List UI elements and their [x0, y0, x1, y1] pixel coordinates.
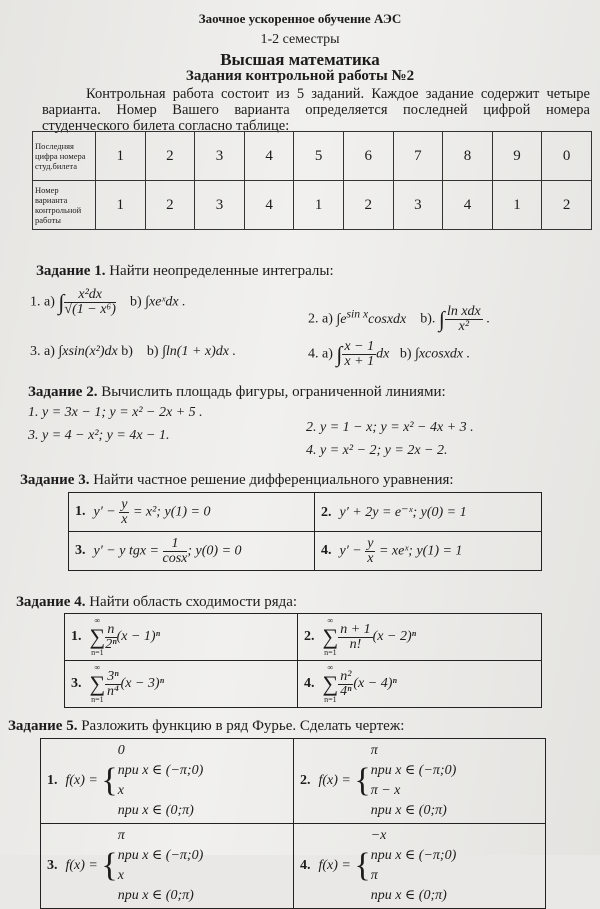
variant-cell: 4 — [244, 132, 294, 181]
task4-item2: 2. ∞ ∑ n=1 $\frac{n + 1}{n!}$ (x − 2)ⁿ — [298, 614, 542, 661]
variant-cell: 1 — [96, 132, 146, 181]
variant-cell: 5 — [294, 132, 344, 181]
task3-table — [68, 492, 542, 571]
task2-item2: 2. y = 1 − x; y = x² − 4x + 3 . — [306, 420, 474, 435]
task3-item3: 3. y′ − y tgx = $\frac{1}{\cos x}$ ; y(0) = 0 — [69, 532, 315, 571]
variant-cell: 8 — [443, 132, 493, 181]
task3-item2: 2. y′ + 2y = e⁻ˣ; y(0) = 1 — [315, 493, 542, 532]
task2-item4: 4. y = x² − 2; y = 2x − 2. — [306, 443, 448, 458]
variant-cell: 9 — [492, 132, 542, 181]
task5-table — [40, 738, 546, 909]
header-semesters: 1-2 семестры — [260, 32, 340, 47]
variant-cell: 0 — [542, 132, 592, 181]
variant-cell: 6 — [343, 132, 393, 181]
task1-item4: 4. a) ∫ $\frac{x - 1}{x + 1}$ dx b) ∫xcosxdx . — [308, 339, 471, 369]
variant-cell: 7 — [393, 132, 443, 181]
variant-cell: 3 — [393, 181, 443, 230]
task2-heading: Задание 2. Вычислить площадь фигуры, ограниченной линиями: — [28, 384, 446, 400]
task2-item3: 3. y = 4 − x²; y = 4x − 1. — [28, 428, 170, 443]
task4-table — [64, 613, 542, 708]
variant-cell: 1 — [96, 181, 146, 230]
task4-item4: 4. ∞ ∑ n=1 $\frac{\text{n²}}{\text{4ⁿ}}$ (x − 4)ⁿ — [298, 661, 542, 708]
task4-heading: Задание 4. Найти область сходимости ряда: — [16, 594, 298, 610]
task5-item4: 4. f(x) = { −x при x ∈ (−π;0) π при x ∈ (0;π) — [294, 824, 546, 909]
task1-item2: 2. a) $\int e^{sin x}cosxdx$ b). ∫ $\frac{\text{ln xdx}}{\text{x²}}$ . — [308, 304, 490, 334]
variant-table-row2-label: Номер варианта контрольной работы — [33, 181, 96, 230]
variant-cell: 4 — [244, 181, 294, 230]
task3-item1: 1. y′ − $\frac{y}{x}$ = x²; y(1) = 0 — [69, 493, 315, 532]
variant-cell: 1 — [492, 181, 542, 230]
variant-cell: 2 — [343, 181, 393, 230]
variant-table-row1-label: Последняя цифра номера студ.билета — [33, 132, 96, 181]
variant-cell: 2 — [542, 181, 592, 230]
variant-cell: 2 — [145, 132, 195, 181]
task3-heading: Задание 3. Найти частное решение дифференциального уравнения: — [20, 472, 454, 488]
intro-paragraph: Контрольная работа состоит из 5 заданий. Каждое задание содержит четыре варианта. Номер Вашего варианта определяется последней цифрой номера студенческого билета согласно таблице: — [42, 86, 590, 134]
task1-item3: 3. a) ∫xsin(x²)dx b) b) ∫ln(1 + x)dx . — [30, 344, 236, 359]
task4-item1: 1. ∞ ∑ n=1 $\frac{n}{\text{2ⁿ}}$ (x − 1)ⁿ — [65, 614, 298, 661]
page-subtitle: Задания контрольной работы №2 — [185, 68, 415, 84]
variant-cell: 3 — [195, 132, 245, 181]
task4-item3: 3. ∞ ∑ n=1 $\frac{\text{3ⁿ}}{\text{n⁴}}$ (x − 3)ⁿ — [65, 661, 298, 708]
variant-cell: 3 — [195, 181, 245, 230]
variant-cell: 2 — [145, 181, 195, 230]
task1-item1: 1. a) ∫ $\frac{\text{x²dx}}{\text{√(1 − x⁶)}}$ b) ∫xeˣdx . — [30, 287, 186, 317]
task2-item1: 1. y = 3x − 1; y = x² − 2x + 5 . — [28, 405, 203, 420]
task5-item3: 3. f(x) = { π при x ∈ (−π;0) x при x ∈ (0;π) — [41, 824, 294, 909]
variant-cell: 4 — [443, 181, 493, 230]
variant-cell: 1 — [294, 181, 344, 230]
header-institution: Заочное ускоренное обучение АЭС — [198, 11, 402, 26]
task5-item1: 1. f(x) = { 0 при x ∈ (−π;0) x при x ∈ (0;π) — [41, 739, 294, 824]
task5-heading: Задание 5. Разложить функцию в ряд Фурье. Сделать чертеж: — [8, 718, 405, 734]
task1-heading: Задание 1. Найти неопределенные интегралы: — [36, 263, 334, 279]
task5-item2: 2. f(x) = { π при x ∈ (−π;0) π − x при x ∈ (0;π) — [294, 739, 546, 824]
page-title: Высшая математика — [220, 50, 380, 69]
task3-item4: 4. y′ − $\frac{y}{x}$ = xeˣ; y(1) = 1 — [315, 532, 542, 571]
variant-table — [32, 131, 592, 230]
